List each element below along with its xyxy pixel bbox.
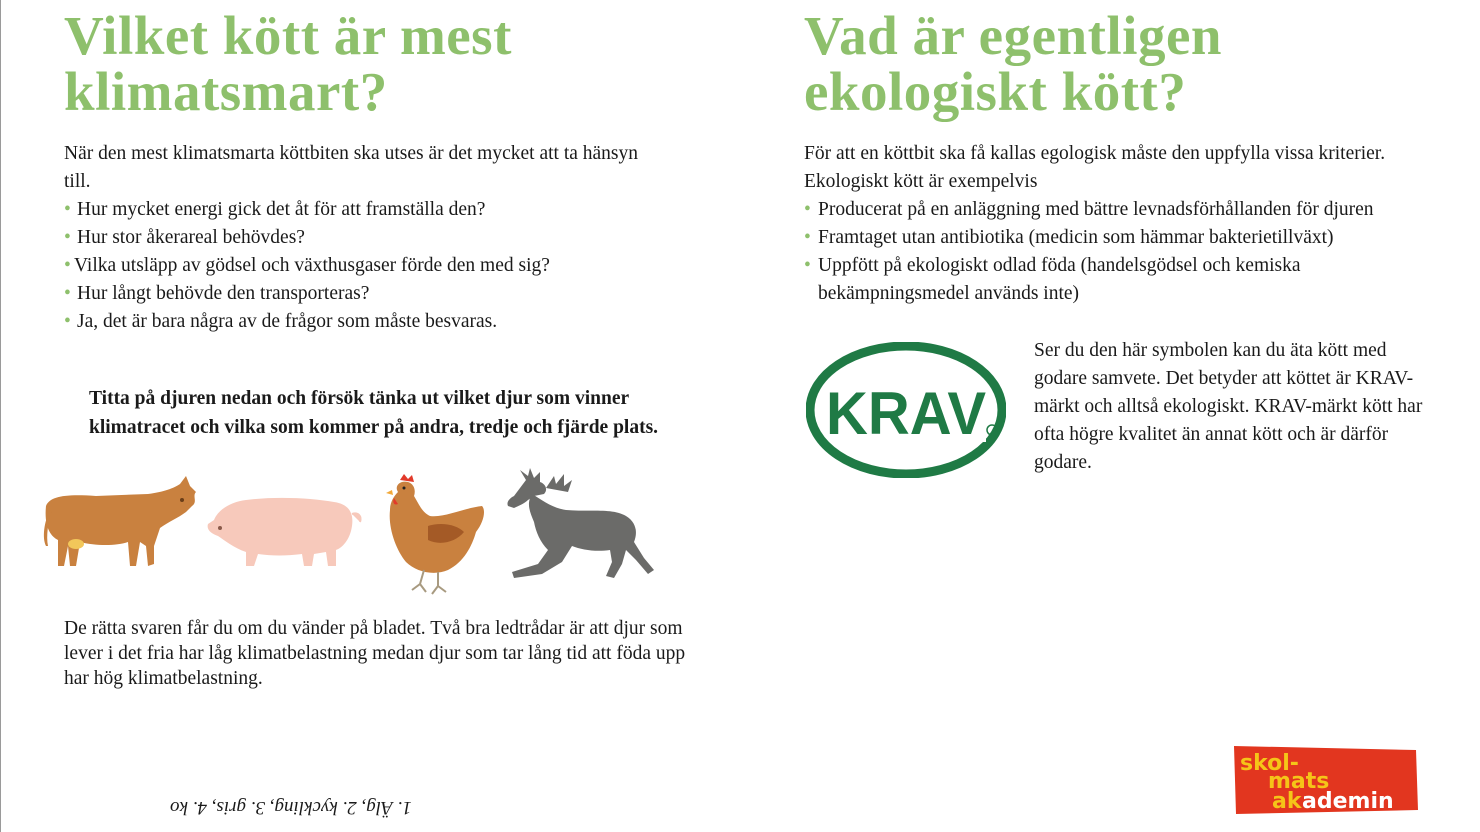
svg-text:ak: ak xyxy=(1272,789,1302,814)
skolmatsakademin-logo xyxy=(1230,740,1420,816)
right-intro: För att en köttbit ska få kallas egologisk måste den uppfylla vissa kriterier. Ekologiskt kött är exempelvis xyxy=(804,143,1386,192)
animal-illustrations xyxy=(36,466,666,606)
list-item: • Hur långt behövde den transporteras? xyxy=(64,283,370,304)
page-edge xyxy=(0,0,1,832)
list-item: • Hur mycket energi gick det åt för att framställa den? xyxy=(64,199,486,220)
right-bullet-list xyxy=(804,196,1444,308)
krav-description: Ser du den här symbolen kan du äta kött med godare samvete. Det betyder att köttet är KRAV-märkt och alltså ekologiskt. KRAV-märkt kött har ofta högre kvalitet än annat kött och är därför godare. xyxy=(1034,340,1423,473)
left-intro: När den mest klimatsmarta köttbiten ska utses är det mycket att ta hänsyn till. xyxy=(64,143,639,192)
cow-icon xyxy=(44,476,196,566)
answer-hint: De rätta svaren får du om du vänder på bladet. Två bra ledtrådar är att djur som lever i det fria har låg klimatbelastning medan djur som tar lång tid att föda upp har hög klimatbelastning. xyxy=(64,618,686,689)
svg-text:mats: mats xyxy=(1268,769,1330,794)
krav-logo xyxy=(806,342,1006,478)
list-item: • Producerat på en anläggning med bättre levnadsförhållanden för djuren xyxy=(804,199,1374,220)
task-text: Titta på djuren nedan och försök tänka ut vilket djur som vinner klimatracet och vilka som kommer på andra, tredje och fjärde plats. xyxy=(89,387,659,438)
svg-text:skol-: skol- xyxy=(1240,751,1299,776)
list-item: • Framtaget utan antibiotika (medicin som hämmar bakterietillväxt) xyxy=(804,227,1334,248)
list-item: • Hur stor åkerareal behövdes? xyxy=(64,227,305,248)
list-item: • Vilka utsläpp av gödsel och växthusgaser förde den med sig? xyxy=(64,255,550,276)
upside-down-answer-key: 1. Älg, 2. kyckling, 3. gris, 4. ko xyxy=(170,797,412,818)
list-item: • Ja, det är bara några av de frågor som måste besvaras. xyxy=(64,311,498,332)
chicken-icon xyxy=(386,474,484,594)
pig-icon xyxy=(208,498,361,566)
list-item: • Uppfött på ekologiskt odlad föda (handelsgödsel och kemiska bekämpningsmedel används inte) xyxy=(804,255,1301,304)
moose-icon xyxy=(507,468,654,578)
krav-logo-text: KRAV xyxy=(826,380,986,447)
svg-text:ademin: ademin xyxy=(1302,789,1394,814)
left-title: Vilket kött är mest klimatsmart? xyxy=(64,5,512,122)
right-title: Vad är egentligen ekologiskt kött? xyxy=(804,5,1222,122)
left-bullet-list xyxy=(64,196,704,336)
